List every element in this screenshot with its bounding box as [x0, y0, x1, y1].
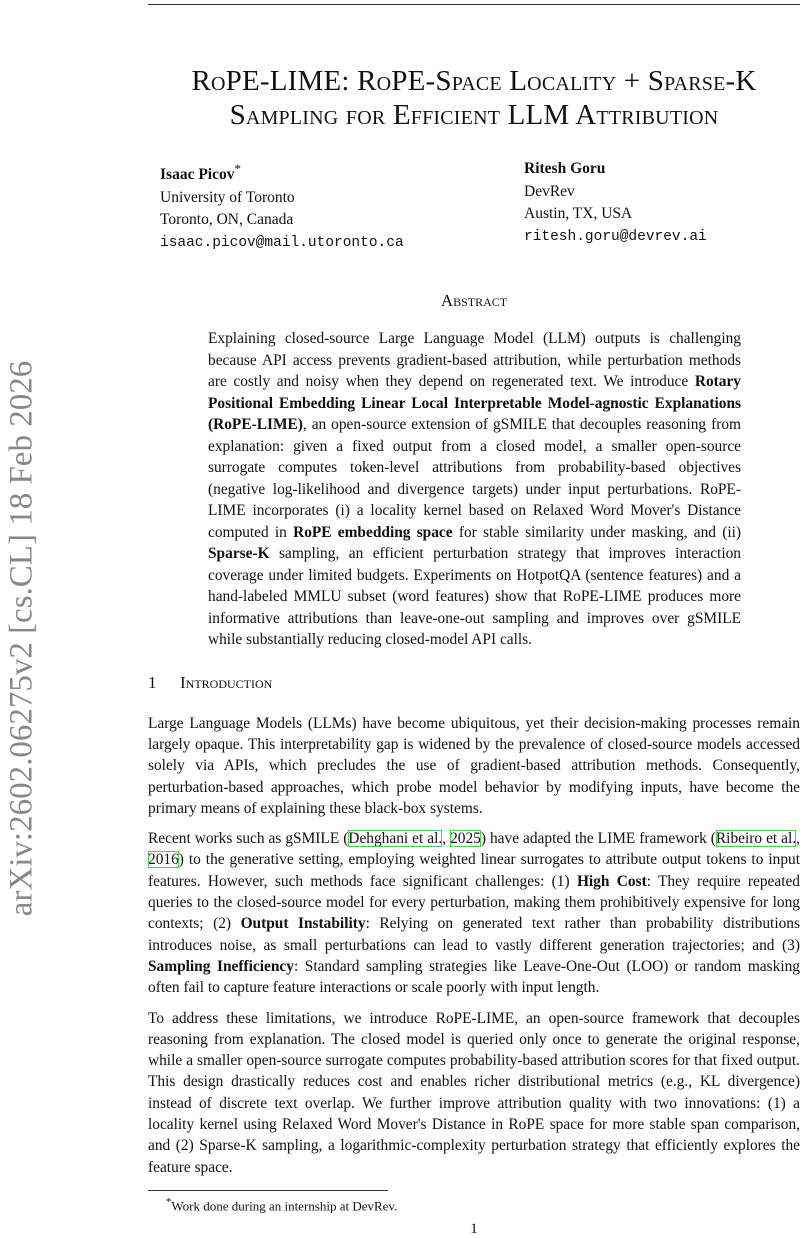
bold-text: Output Instability: [240, 915, 366, 933]
paragraph: Recent works such as gSMILE (Dehghani et al., 2025) have adapted the LIME framework (Ribeiro et al., 2016) to the generative setting, employing weighted linear surrogates to attribute output tokens to input features. However, such methods face significant challenges: (1) High Cost: They require repeated queries to the closed-source model for every perturbation, making them prohibitively expensive for long contexts; (2) Output Instability: Relying on generated text rather than probability distributions introduces noise, as small perturbations can lead to vastly different generation trajectories; and (3) Sampling Inefficiency: Standard sampling strategies like Leave-One-Out (LOO) or random masking often fail to capture feature interactions or scale poorly with input length.: [148, 830, 800, 997]
footnote: [166, 1194, 800, 1214]
text: ) to the generative setting, employing weighted linear surrogates to attribute output tokens to input features. However, such methods face significant challenges: (1): [148, 851, 800, 890]
footnote-mark[interactable]: *: [234, 161, 241, 176]
text: : They require repeated queries to the closed-source model for every perturbation, making them prohibitively expensive for long contexts; (2): [148, 872, 800, 933]
author-block-2: [524, 158, 800, 254]
text: for stable similarity under masking, and (ii): [452, 523, 742, 541]
text: sampling, an efficient perturbation strategy that improves interaction coverage under limited budgets. Experiments on HotpotQA (sentence features) and a hand-labeled MMLU subset (word features) show that RoPE-LIME produces more informative attributions than leave-one-out sampling and improves over gSMILE while substantially reducing closed-model API calls.: [208, 545, 741, 649]
section-number: 1: [148, 672, 157, 692]
text: Explaining closed-source Large Language Model (LLM) outputs is challenging because API access prevents gradient-based attribution, while perturbation methods are costly and noisy when they depend on regenerated text. We introduce: [208, 330, 741, 391]
title-line-2: Sampling for Efficient LLM Attribution: [229, 99, 719, 131]
bold-text: Rotary Positional Embedding Linear Local Interpretable Model-agnostic Explanations (RoPE-LIME): [208, 373, 741, 434]
author-name: Isaac Picov: [160, 166, 235, 184]
author-name: Ritesh Goru: [524, 160, 606, 177]
paragraph: To address these limitations, we introduce RoPE-LIME, an open-source framework that decouples reasoning from explanation. The closed model is queried only once to generate the original response, while a smaller open-source surrogate computes probability-based attribution scores for that fixed output. This design drastically reduces cost and enables richer distributional metrics (e.g., KL divergence) instead of discrete text overlap. We further improve attribution quality with two innovations: (1) a locality kernel using Relaxed Word Mover's Distance in RoPE space for more stable span comparison, and (2) Sparse-K sampling, a logarithmic-complexity perturbation strategy that efficiently explores the feature space.: [148, 1009, 800, 1176]
page-content: [148, 0, 800, 1238]
title-line-1: RoPE-LIME: RoPE-Space Locality + Sparse-K: [191, 65, 757, 97]
abstract-text: [208, 328, 741, 651]
author-affiliation: University of Toronto: [160, 188, 295, 206]
authors: [148, 158, 800, 254]
bold-text: RoPE embedding space: [293, 523, 453, 541]
section-heading: [148, 671, 800, 695]
citation-year-link[interactable]: 2016: [148, 851, 179, 869]
footnote-text: Work done during an internship at DevRev.: [171, 1198, 398, 1214]
abstract-heading: Abstract: [440, 291, 508, 311]
text: Recent works such as gSMILE (: [148, 830, 349, 848]
author-email[interactable]: isaac.picov@mail.utoronto.ca: [160, 234, 404, 251]
bold-text: Sparse-K: [208, 545, 270, 563]
page-number: 1: [470, 1221, 478, 1238]
author-affiliation: DevRev: [524, 182, 575, 200]
author-block-1: [160, 158, 524, 254]
text: , an open-source extension of gSMILE that decouples reasoning from explanation: given a fixed output from a closed model, a smaller open-source surrogate computes token-level attributions from probability-based objectives (negative log-likelihood and divergence targets) under input perturbations. RoPE-LIME incorporates (i) a locality kernel based on Relaxed Word Mover's Distance computed in: [208, 416, 741, 541]
author-email[interactable]: ritesh.goru@devrev.ai: [524, 228, 707, 245]
text: : Standard sampling strategies like Leave-One-Out (LOO) or random masking often fail to capture feature interactions or scale poorly with input length.: [148, 957, 800, 997]
bold-text: Sampling Inefficiency: [148, 957, 294, 975]
author-location: Toronto, ON, Canada: [160, 211, 294, 229]
text: : Relying on generated text rather than probability distributions introduces noise, as small perturbations can lead to vastly different generation trajectories; and (3): [148, 915, 800, 954]
footnote-rule: [148, 1190, 388, 1191]
arxiv-stamp: arXiv:2602.06275v2 [cs.CL] 18 Feb 2026: [3, 360, 40, 917]
paragraph: Large Language Models (LLMs) have become ubiquitous, yet their decision-making processes remain largely opaque. This interpretability gap is widened by the prevalence of closed-source models accessed solely via APIs, which precludes the use of gradient-based attribution methods. Consequently, perturbation-based approaches, which probe model behavior by modifying inputs, have become the primary means of explaining these black-box systems.: [148, 714, 800, 817]
citation-link[interactable]: Dehghani et al.: [348, 830, 443, 848]
section-title: Introduction: [180, 672, 273, 692]
author-location: Austin, TX, USA: [524, 205, 633, 222]
text: ) have adapted the LIME framework (: [480, 830, 716, 848]
intro-body: [148, 713, 800, 1178]
footnote-mark: *: [166, 1195, 172, 1208]
citation-link[interactable]: Ribeiro et al.: [715, 830, 797, 848]
citation-year-link[interactable]: 2025: [450, 830, 481, 848]
paper-title: [148, 64, 800, 132]
bold-text: High Cost: [576, 872, 647, 890]
